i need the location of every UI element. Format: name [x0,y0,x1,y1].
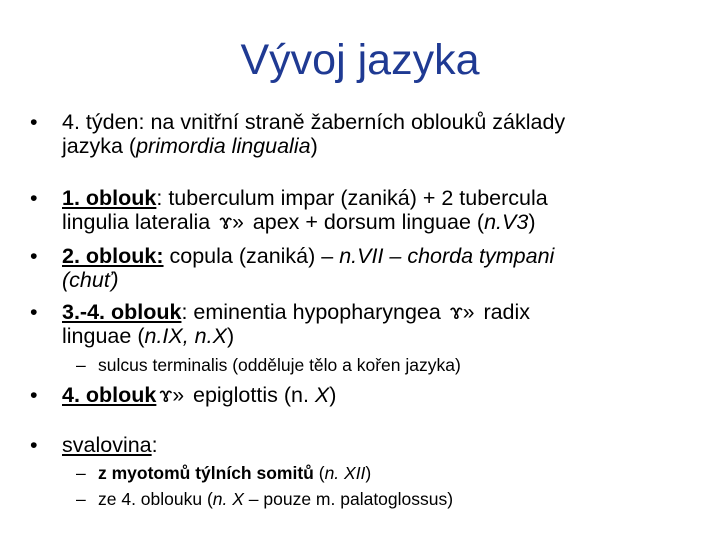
bullet-marker: • [30,433,38,457]
sub-myotomes-text: z myotomů týlních somitů (n. XII) [98,463,372,483]
sub-sulcus-text: sulcus terminalis (odděluje tělo a kořen jazyka) [98,355,461,375]
arrow-icon: ɤ» [219,211,244,234]
bullet-marker: • [30,244,38,268]
slide-title: Vývoj jazyka [240,36,480,84]
bullet-arch3-4-line1: 3.-4. oblouk: eminentia hypopharyngea ɤ» radix [62,300,531,324]
bullet-week4-line1: 4. týden: na vnitřní straně žaberních oblouků základy [62,110,566,134]
bullet-marker: • [30,186,38,210]
dash-marker: – [76,463,86,483]
bullet-arch2-line1: 2. oblouk: copula (zaniká) – n.VII – chorda tympani [62,244,555,268]
bullet-musculature-line: svalovina: [62,433,158,457]
bullet-arch3-4-line2: linguae (n.IX, n.X) [62,324,235,348]
bullet-marker: • [30,110,38,134]
bullet-arch1-line2: lingulia lateralia ɤ» apex + dorsum linguae (n.V3) [62,210,536,234]
bullet-marker: • [30,300,38,324]
arrow-icon: ɤ» [449,301,475,324]
sub-arch4-muscle-text: ze 4. oblouku (n. X – pouze m. palatoglossus) [98,489,454,509]
bullet-arch4-line: 4. oblouk ɤ» epiglottis (n. X) [62,383,337,407]
dash-marker: – [76,489,86,509]
bullet-marker: • [30,383,38,407]
dash-marker: – [76,355,86,375]
bullet-week4-line2: jazyka (primordia lingualia) [62,134,318,158]
arrow-icon: ɤ» [159,384,185,407]
bullet-arch2-line2: (chuť) [62,268,119,292]
bullet-arch1-line1: 1. oblouk: tuberculum impar (zaniká) + 2 tubercula [62,186,548,210]
